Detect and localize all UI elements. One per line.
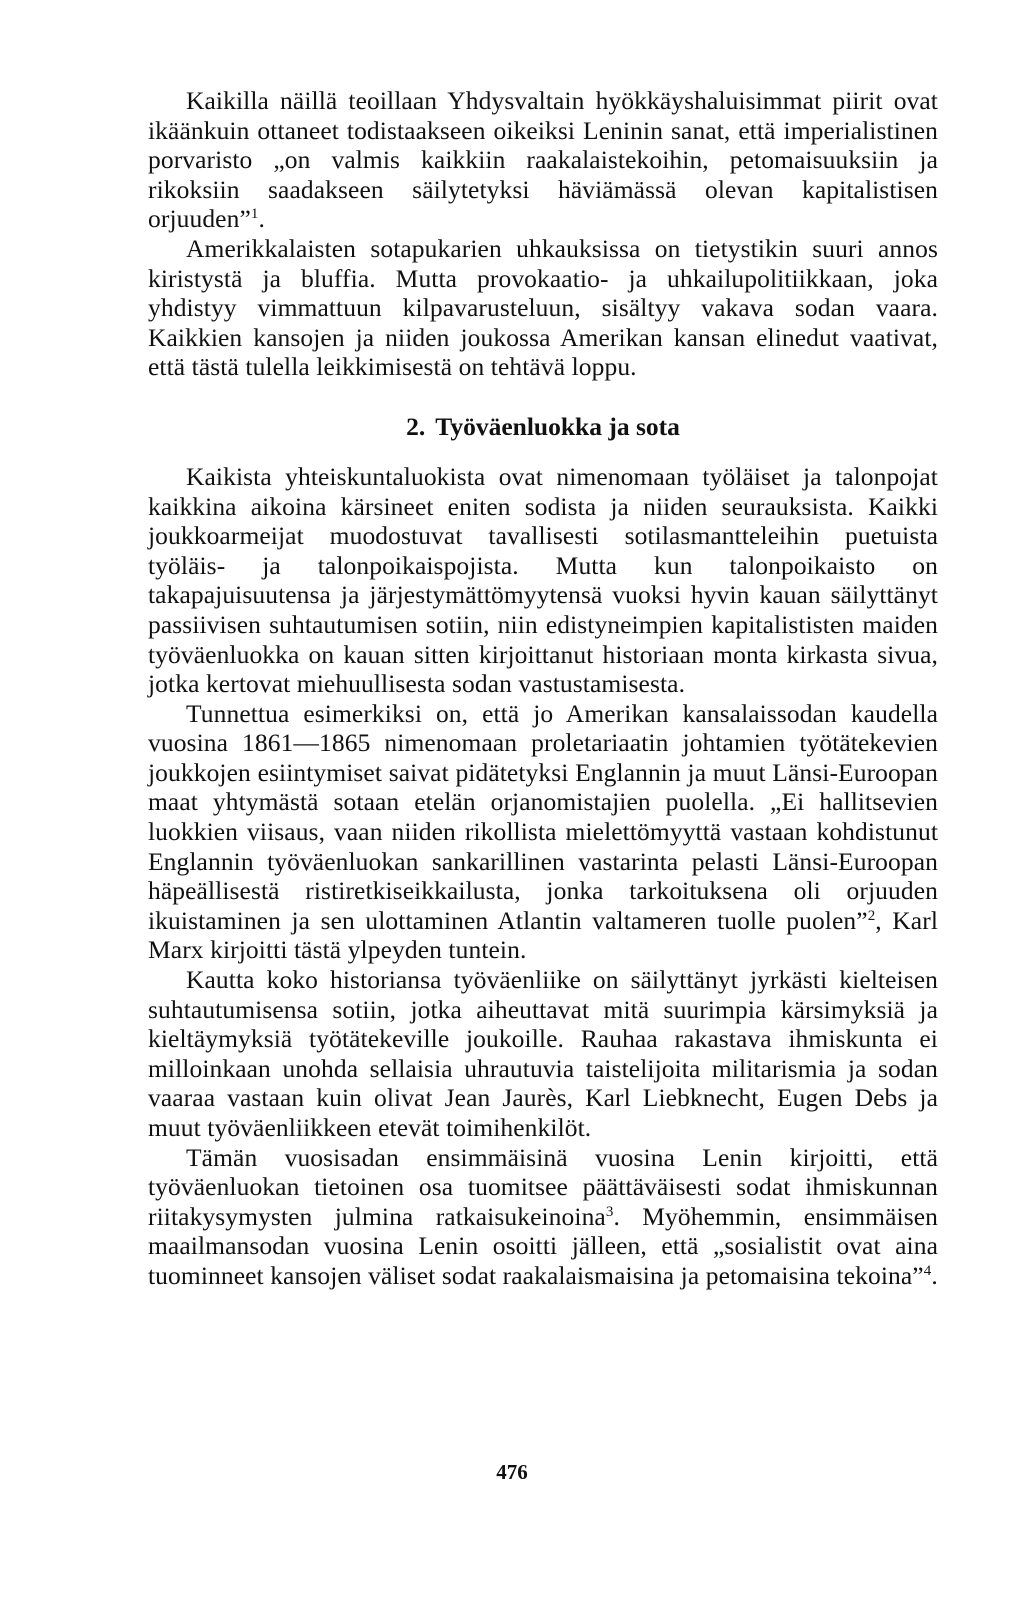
paragraph-text: . xyxy=(931,1260,938,1290)
paragraph-text: , Karl Marx kirjoitti tästä ylpeyden tuntein. xyxy=(148,905,938,965)
paragraph-text: Tämän vuosisadan ensimmäisinä vuosina Lenin kirjoitti, että työväenluokan tietoinen osa tuomitsee päättäväisesti sodat ihmiskunnan riitakysymysten julmina ratkaisukeinoina xyxy=(148,1142,938,1231)
paragraph xyxy=(148,1143,938,1291)
footnote-marker: 2 xyxy=(867,907,876,924)
section-title: Työväenluokka ja sota xyxy=(435,411,680,441)
paragraph xyxy=(148,699,938,965)
footnote-marker: 4 xyxy=(923,1262,932,1279)
page-body xyxy=(148,86,938,1291)
section-number: 2. xyxy=(406,411,426,441)
section-heading xyxy=(148,412,938,442)
paragraph-text: . xyxy=(258,204,265,234)
paragraph xyxy=(148,462,938,699)
text-block-after xyxy=(148,462,938,1291)
paragraph-text: Kaikista yhteiskuntaluokista ovat nimenomaan työläiset ja talonpojat kaikkina aikoina kärsineet eniten sodista ja niiden seurauksista. Kaikki joukkoarmeijat muodostuvat tavallisesti sotilasmantteleihin puetuista työläis- ja talonpoikaispojista. Mutta kun talonpoikaisto on takapajuisuutensa ja järjestymättömyytensä vuoksi hyvin kauan säilyttänyt passiivisen suhtautumisen sotiin, niin edistyneimpien kapitalististen maiden työväenluokka on kauan sitten kirjoittanut historiaan monta kirkasta sivua, jotka kertovat miehuullisesta sodan vastustamisesta. xyxy=(148,461,938,699)
paragraph-text: . Myöhemmin, ensimmäisen maailmansodan vuosina Lenin osoitti jälleen, että „sosialistit ovat aina tuominneet kansojen väliset sodat raakalaismaisina ja petomaisina tekoina” xyxy=(148,1201,938,1290)
paragraph-text: Kaikilla näillä teoillaan Yhdysvaltain hyökkäyshaluisimmat piirit ovat ikäänkuin ottaneet todistaakseen oikeiksi Leninin sanat, että imperialistinen porvaristo „on valmis kaikkiin raakalaistekoihin, petomaisuuksiin ja rikoksiin saadakseen säilytetyksi häviämässä olevan kapitalistisen orjuuden” xyxy=(148,86,938,234)
text-block-before xyxy=(148,86,938,382)
paragraph-text: Tunnettua esimerkiksi on, että jo Amerikan kansalaissodan kaudella vuosina 1861—1865 nimenomaan proletariaatin johtamien työtätekevien joukkojen esiintymiset saivat pidätetyksi Englannin ja muut Länsi-Euroopan maat yhtymästä sotaan etelän orjanomistajien puolella. „Ei hallitsevien luokkien viisaus, vaan niiden rikollista mielettömyyttä vastaan kohdistunut Englannin työväenluokan sankarillinen vastarinta pelasti Länsi-Euroopan häpeällisestä ristiretkiseikkailusta, jonka tarkoituksena oli orjuuden ikuistaminen ja sen ulottaminen Atlantin valtameren tuolle puolen” xyxy=(148,698,938,935)
paragraph xyxy=(148,234,938,382)
footnote-marker: 3 xyxy=(605,1203,614,1220)
paragraph-text: Amerikkalaisten sotapukarien uhkauksissa on tietystikin suuri annos kiristystä ja bluffia. Mutta provokaatio- ja uhkailupolitiikkaan, joka yhdistyy vimmattuun kilpavarusteluun, sisältyy vakava sodan vaara. Kaikkien kansojen ja niiden joukossa Amerikan kansan elinedut vaativat, että tästä tulella leikkimisestä on tehtävä loppu. xyxy=(148,233,938,382)
footnote-marker: 1 xyxy=(250,206,259,223)
paragraph xyxy=(148,965,938,1143)
paragraph xyxy=(148,86,938,234)
paragraph-text: Kautta koko historiansa työväenliike on säilyttänyt jyrkästi kielteisen suhtautumisensa sotiin, jotka aiheuttavat mitä suurimpia kärsimyksiä ja kieltäymyksiä työtätekeville joukoille. Rauhaa rakastava ihmiskunta ei milloinkaan unohda sellaisia uhrautuvia taistelijoita militarismia ja sodan vaaraa vastaan kuin olivat Jean Jaurès, Karl Liebknecht, Eugen Debs ja muut työväenliikkeen etevät toimihenkilöt. xyxy=(148,965,938,1142)
page-number: 476 xyxy=(496,1460,528,1484)
